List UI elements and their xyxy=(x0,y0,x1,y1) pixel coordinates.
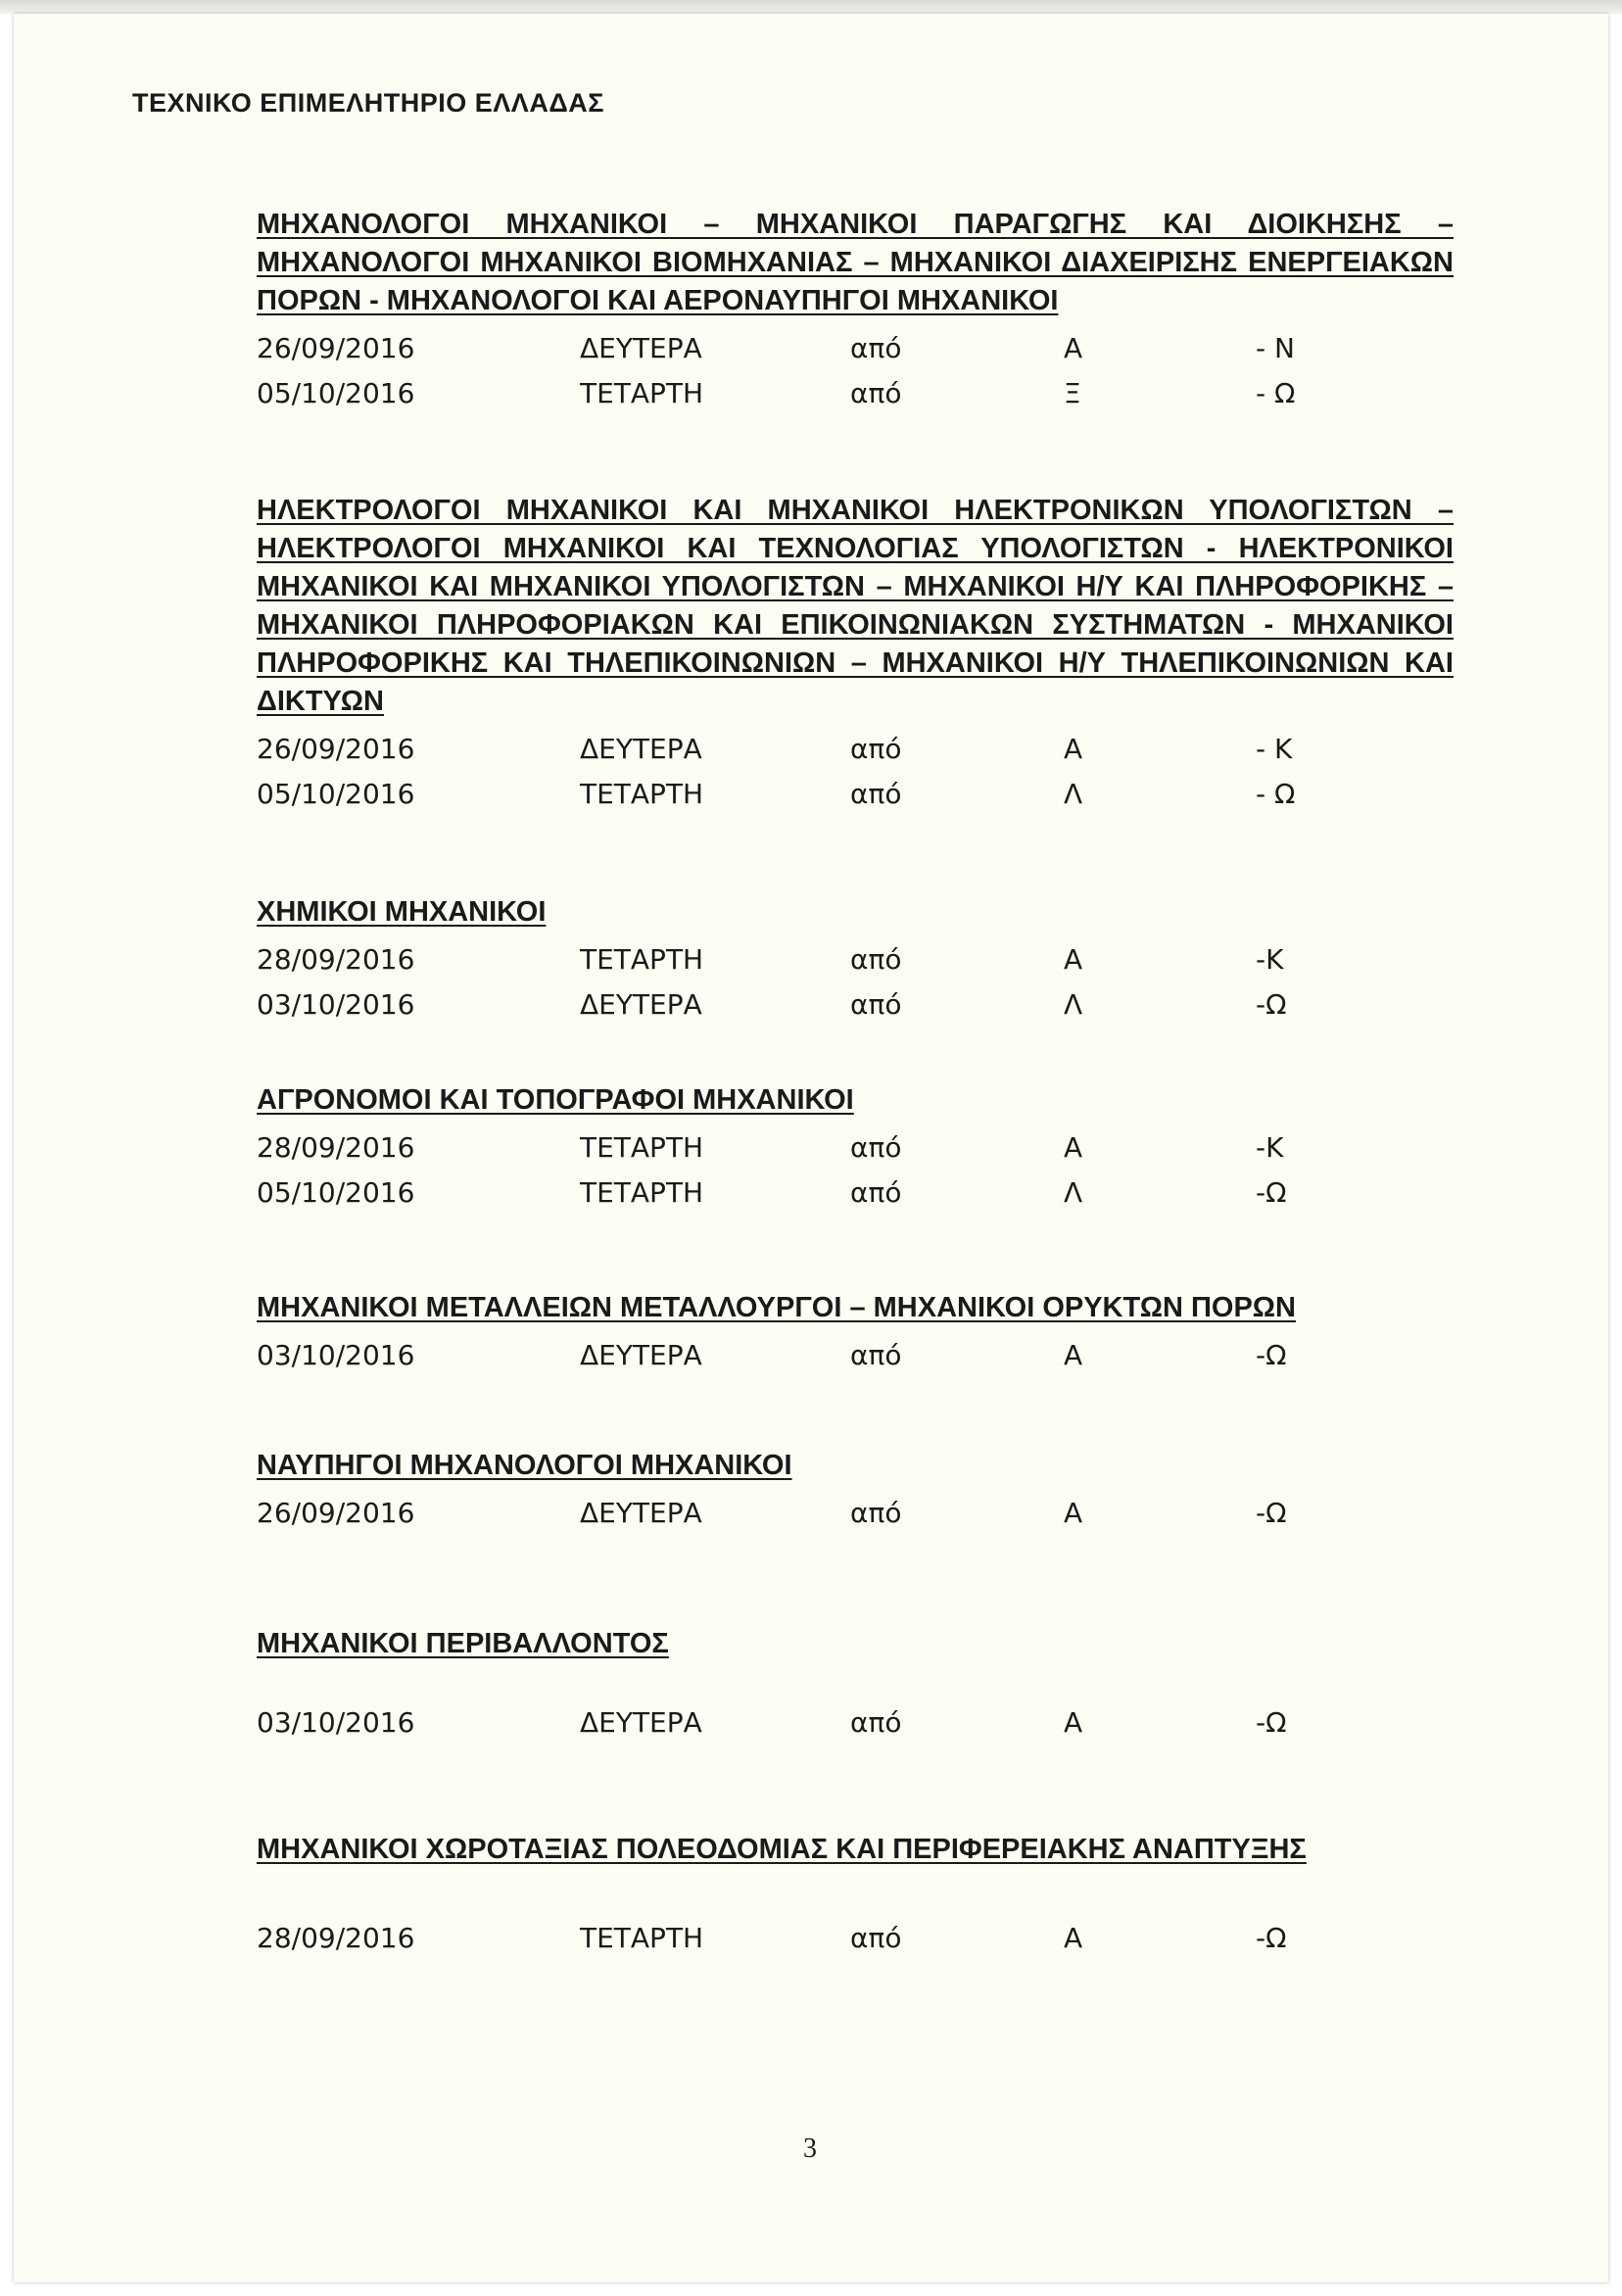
section-naval-engineers xyxy=(257,1447,1454,1542)
exam-date: 26/09/2016 xyxy=(257,332,415,364)
letter-range-end: -Ω xyxy=(1256,1706,1287,1739)
schedule-row xyxy=(257,1706,1454,1751)
from-label: από xyxy=(850,377,902,409)
schedule-row xyxy=(257,733,1454,778)
letter-range-start: Α xyxy=(1064,1131,1083,1164)
from-label: από xyxy=(850,1131,902,1164)
schedule-rows xyxy=(257,1339,1454,1384)
page-number: 3 xyxy=(803,2133,817,2164)
exam-day: ΔΕΥΤΕΡΑ xyxy=(580,988,702,1021)
exam-date: 28/09/2016 xyxy=(257,1922,415,1954)
section-surveying-engineers xyxy=(257,1081,1454,1221)
section-title: ΜΗΧΑΝΟΛΟΓΟΙ ΜΗΧΑΝΙΚΟΙ – ΜΗΧΑΝΙΚΟΙ ΠΑΡΑΓΩΓΗΣ ΚΑΙ ΔΙΟΙΚΗΣΗΣ – ΜΗΧΑΝΟΛΟΓΟΙ ΜΗΧΑΝΙΚΟΙ ΒΙΟΜΗΧΑΝΙΑΣ – ΜΗΧΑΝΙΚΟΙ ΔΙΑΧΕΙΡΙΣΗΣ ΕΝΕΡΓΕΙΑΚΩΝ ΠΟΡΩΝ - ΜΗΧΑΝΟΛΟΓΟΙ ΚΑΙ ΑΕΡΟΝΑΥΠΗΓΟΙ ΜΗΧΑΝΙΚΟΙ xyxy=(257,209,1454,316)
letter-range-start: Α xyxy=(1064,1497,1083,1529)
schedule-row xyxy=(257,988,1454,1033)
schedule-rows xyxy=(257,1922,1454,1967)
from-label: από xyxy=(850,943,902,976)
letter-range-start: Λ xyxy=(1064,1176,1083,1209)
section-title: ΜΗΧΑΝΙΚΟΙ ΜΕΤΑΛΛΕΙΩΝ ΜΕΤΑΛΛΟΥΡΓΟΙ – ΜΗΧΑΝΙΚΟΙ ΟΡΥΚΤΩΝ ΠΟΡΩΝ xyxy=(257,1292,1296,1323)
letter-range-start: Α xyxy=(1064,733,1083,765)
schedule-row xyxy=(257,943,1454,988)
schedule-rows xyxy=(257,1497,1454,1542)
letter-range-end: -Ω xyxy=(1256,1922,1287,1954)
exam-date: 26/09/2016 xyxy=(257,733,415,765)
letter-range-start: Α xyxy=(1064,1706,1083,1739)
letter-range-end: -Ω xyxy=(1256,1176,1287,1209)
section-title: ΜΗΧΑΝΙΚΟΙ ΠΕΡΙΒΑΛΛΟΝΤΟΣ xyxy=(257,1628,669,1659)
exam-date: 28/09/2016 xyxy=(257,1131,415,1164)
schedule-row xyxy=(257,1176,1454,1221)
exam-day: ΤΕΤΑΡΤΗ xyxy=(580,943,704,976)
from-label: από xyxy=(850,1339,902,1371)
section-chemical-engineers xyxy=(257,893,1454,1033)
letter-range-end: - Κ xyxy=(1256,733,1293,765)
section-title: ΧΗΜΙΚΟΙ ΜΗΧΑΝΙΚΟΙ xyxy=(257,896,547,928)
exam-day: ΔΕΥΤΕΡΑ xyxy=(580,1339,702,1371)
letter-range-end: -Κ xyxy=(1256,943,1284,976)
letter-range-end: -Κ xyxy=(1256,1131,1284,1164)
exam-date: 03/10/2016 xyxy=(257,1339,415,1371)
exam-date: 05/10/2016 xyxy=(257,1176,415,1209)
exam-day: ΔΕΥΤΕΡΑ xyxy=(580,1706,702,1739)
exam-date: 03/10/2016 xyxy=(257,1706,415,1739)
letter-range-start: Α xyxy=(1064,1339,1083,1371)
exam-day: ΔΕΥΤΕΡΑ xyxy=(580,733,702,765)
from-label: από xyxy=(850,1706,902,1739)
section-mining-engineers xyxy=(257,1289,1454,1384)
letter-range-start: Α xyxy=(1064,332,1083,364)
letter-range-start: Ξ xyxy=(1064,377,1081,409)
schedule-row xyxy=(257,377,1454,422)
from-label: από xyxy=(850,1497,902,1529)
from-label: από xyxy=(850,332,902,364)
exam-date: 03/10/2016 xyxy=(257,988,415,1021)
letter-range-end: -Ω xyxy=(1256,1497,1287,1529)
organization-header: ΤΕΧΝΙΚΟ ΕΠΙΜΕΛΗΤΗΡΙΟ ΕΛΛΑΔΑΣ xyxy=(132,88,604,118)
schedule-rows xyxy=(257,943,1454,1033)
schedule-row xyxy=(257,1339,1454,1384)
exam-day: ΔΕΥΤΕΡΑ xyxy=(580,332,702,364)
exam-day: ΔΕΥΤΕΡΑ xyxy=(580,1497,702,1529)
letter-range-end: - Ω xyxy=(1256,778,1296,810)
exam-day: ΤΕΤΑΡΤΗ xyxy=(580,1131,704,1164)
schedule-row xyxy=(257,1922,1454,1967)
from-label: από xyxy=(850,733,902,765)
from-label: από xyxy=(850,1922,902,1954)
section-title: ΑΓΡΟΝΟΜΟΙ ΚΑΙ ΤΟΠΟΓΡΑΦΟΙ ΜΗΧΑΝΙΚΟΙ xyxy=(257,1084,854,1116)
exam-day: ΤΕΤΑΡΤΗ xyxy=(580,377,704,409)
letter-range-end: -Ω xyxy=(1256,1339,1287,1371)
exam-day: ΤΕΤΑΡΤΗ xyxy=(580,778,704,810)
from-label: από xyxy=(850,1176,902,1209)
section-electrical-engineers xyxy=(257,492,1454,823)
section-mechanical-engineers xyxy=(257,206,1454,422)
section-environmental-engineers xyxy=(257,1625,1454,1751)
letter-range-end: -Ω xyxy=(1256,988,1287,1021)
schedule-rows xyxy=(257,332,1454,422)
exam-date: 05/10/2016 xyxy=(257,778,415,810)
schedule-row xyxy=(257,1497,1454,1542)
section-title: ΝΑΥΠΗΓΟΙ ΜΗΧΑΝΟΛΟΓΟΙ ΜΗΧΑΝΙΚΟΙ xyxy=(257,1450,792,1481)
schedule-row xyxy=(257,1131,1454,1176)
letter-range-start: Λ xyxy=(1064,778,1083,810)
schedule-row xyxy=(257,778,1454,823)
letter-range-end: - Ν xyxy=(1256,332,1295,364)
letter-range-end: - Ω xyxy=(1256,377,1296,409)
letter-range-start: Α xyxy=(1064,943,1083,976)
section-title: ΜΗΧΑΝΙΚΟΙ ΧΩΡΟΤΑΞΙΑΣ ΠΟΛΕΟΔΟΜΙΑΣ ΚΑΙ ΠΕΡΙΦΕΡΕΙΑΚΗΣ ΑΝΑΠΤΥΞΗΣ xyxy=(257,1834,1307,1865)
schedule-rows xyxy=(257,733,1454,823)
exam-date: 28/09/2016 xyxy=(257,943,415,976)
exam-date: 05/10/2016 xyxy=(257,377,415,409)
section-title: ΗΛΕΚΤΡΟΛΟΓΟΙ ΜΗΧΑΝΙΚΟΙ ΚΑΙ ΜΗΧΑΝΙΚΟΙ ΗΛΕΚΤΡΟΝΙΚΩΝ ΥΠΟΛΟΓΙΣΤΩΝ – ΗΛΕΚΤΡΟΛΟΓΟΙ ΜΗΧΑΝΙΚΟΙ ΚΑΙ ΤΕΧΝΟΛΟΓΙΑΣ ΥΠΟΛΟΓΙΣΤΩΝ - ΗΛΕΚΤΡΟΝΙΚΟΙ ΜΗΧΑΝΙΚΟΙ ΚΑΙ ΜΗΧΑΝΙΚΟΙ ΥΠΟΛΟΓΙΣΤΩΝ – ΜΗΧΑΝΙΚΟΙ Η/Υ ΚΑΙ ΠΛΗΡΟΦΟΡΙΚΗΣ – ΜΗΧΑΝΙΚΟΙ ΠΛΗΡΟΦΟΡΙΑΚΩΝ ΚΑΙ ΕΠΙΚΟΙΝΩΝΙΑΚΩΝ ΣΥΣΤΗΜΑΤΩΝ - ΜΗΧΑΝΙΚΟΙ ΠΛΗΡΟΦΟΡΙΚΗΣ ΚΑΙ ΤΗΛΕΠΙΚΟΙΝΩΝΙΩΝ – ΜΗΧΑΝΙΚΟΙ Η/Υ ΤΗΛΕΠΙΚΟΙΝΩΝΙΩΝ ΚΑΙ ΔΙΚΤΥΩΝ xyxy=(257,495,1454,717)
exam-date: 26/09/2016 xyxy=(257,1497,415,1529)
letter-range-start: Α xyxy=(1064,1922,1083,1954)
schedule-row xyxy=(257,332,1454,377)
scan-top-edge xyxy=(0,0,1622,14)
from-label: από xyxy=(850,778,902,810)
section-urban-planning-engineers xyxy=(257,1831,1454,1967)
schedule-rows xyxy=(257,1131,1454,1221)
exam-day: ΤΕΤΑΡΤΗ xyxy=(580,1176,704,1209)
exam-day: ΤΕΤΑΡΤΗ xyxy=(580,1922,704,1954)
schedule-rows xyxy=(257,1706,1454,1751)
from-label: από xyxy=(850,988,902,1021)
letter-range-start: Λ xyxy=(1064,988,1083,1021)
